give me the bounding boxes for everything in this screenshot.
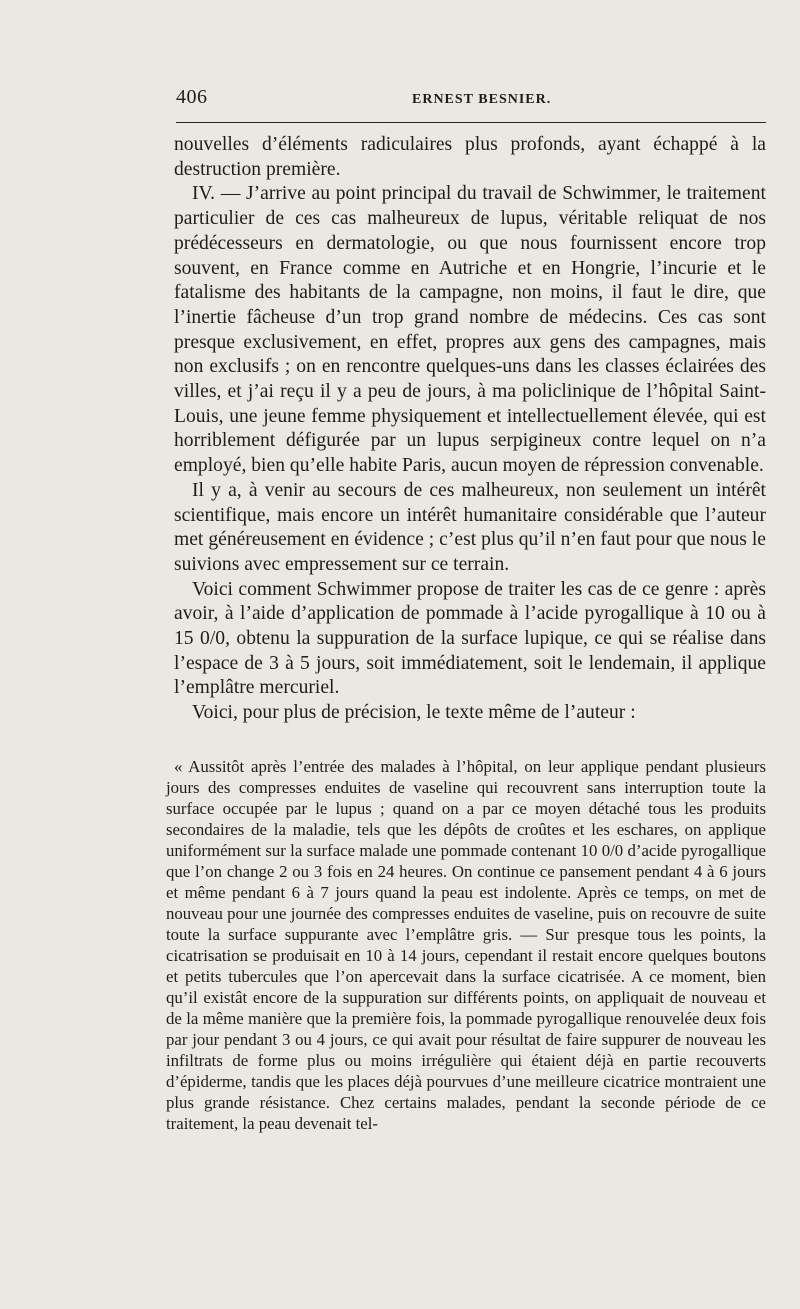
page-header [176, 86, 766, 110]
paragraph-continuation: nouvelles d’éléments radiculaires plus profonds, ayant échappé à la destruction première. [174, 134, 766, 180]
paragraph-section-iv: IV. — J’arrive au point principal du travail de Schwimmer, le traitement particulier de ces cas malheureux de lupus, véritable reliquat de nos prédécesseurs en dermatologie, ou que nous fournissent encore trop souvent, en France comme en Autriche et en Hongrie, l’incurie et le fatalisme des habitants de la campagne, non moins, il faut le dire, que l’inertie fâcheuse d’un trop grand nombre de médecins. Ces cas sont presque exclusivement, en effet, propres aux gens des campagnes, mais non exclusifs ; on en rencontre quelques-uns dans les classes éclairées des villes, et j’ai reçu il y a peu de jours, à ma policlinique de l’hôpital Saint-Louis, une jeune femme physiquement et intellectuellement élevée, qui est horriblement défigurée par un lupus serpigineux contre lequel on n’a employé, bien qu’elle habite Paris, aucun moyen de répression convenable. [174, 183, 766, 477]
author-quote [166, 756, 766, 1134]
page-number: 406 [176, 86, 208, 108]
quote-text: « Aussitôt après l’entrée des malades à l’hôpital, on leur applique pendant plusieurs jours des compresses enduites de vaseline qui recouvrent sans interruption toute la surface occupée par le lupus ; quand on a par ce moyen détaché tous les produits secondaires de la maladie, tels que les dépôts de croûtes et les eschares, on applique uniformément sur la surface malade une pommade contenant 10 0/0 d’acide pyrogallique que l’on change 2 ou 3 fois en 24 heures. On continue ce pansement pendant 4 à 6 jours et même pendant 6 à 7 jours quand la peau est indolente. Après ce temps, on met de nouveau pour une journée des compresses enduites de vaseline, puis on recouvre de suite toute la surface suppurante avec l’emplâtre gris. — Sur presque tous les points, la cicatrisation se produisait en 10 à 14 jours, cependant il restait encore quelques boutons et petits tubercules que l’on apercevait dans la surface cicatrisée. A ce moment, bien qu’il existât encore de la suppuration sur différents points, on appliquait de nouveau et de la même manière que la première fois, la pommade pyrogallique renouvelée deux fois par jour pendant 3 ou 4 jours, ce qui avait pour résultat de faire suppurer de nouveau les infiltrats de forme plus ou moins irrégulière qui étaient déjà en partie recouverts d’épiderme, tandis que les places déjà pourvues d’une meilleure cicatrice montraient une plus grande résistance. Chez certains malades, pendant la seconde période de ce traitement, la peau devenait tel- [166, 757, 766, 1133]
header-rule [176, 122, 766, 123]
paragraph-quote-intro: Voici, pour plus de précision, le texte même de l’auteur : [192, 702, 636, 724]
paragraph-interest: Il y a, à venir au secours de ces malheureux, non seulement un intérêt scientifique, mais encore un intérêt humanitaire considérable que l’auteur met généreusement en évidence ; c’est plus qu’il n’en faut pour que nous le suivions avec empressement sur ce terrain. [174, 479, 766, 575]
paragraph-method: Voici comment Schwimmer propose de traiter les cas de ce genre : après avoir, à l’aide d’application de pommade à l’acide pyrogallique à 10 ou à 15 0/0, obtenu la suppuration de la surface lupique, ce qui se réalise dans l’espace de 3 à 5 jours, soit immédiatement, soit le lendemain, il applique l’emplâtre mercuriel. [174, 578, 766, 699]
body-text [174, 133, 766, 726]
running-head: ERNEST BESNIER. [412, 92, 552, 107]
